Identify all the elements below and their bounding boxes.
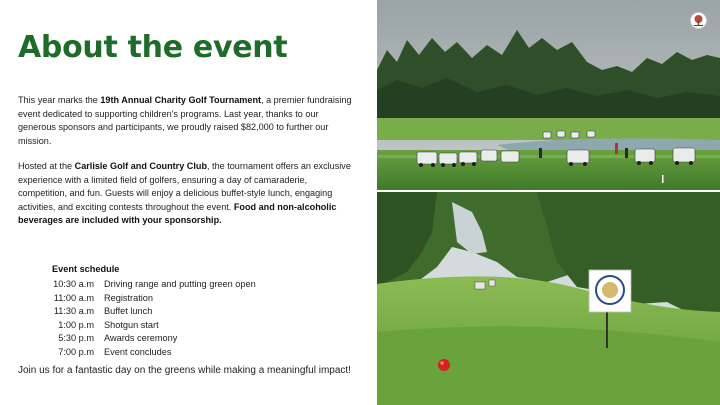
schedule-title: Event schedule (52, 264, 120, 274)
schedule-time: 10:30 a.m (53, 279, 94, 289)
schedule-list (46, 278, 256, 359)
tee-box-image (377, 192, 720, 405)
schedule-row (46, 278, 256, 292)
tree-logo-icon (691, 13, 706, 28)
schedule-row (46, 292, 256, 306)
venue-name: Carlisle Golf and Country Club (74, 161, 207, 171)
schedule-time: 5:30 p.m (58, 333, 94, 343)
schedule-desc: Awards ceremony (104, 333, 178, 343)
schedule-time: 11:00 a.m (53, 292, 94, 303)
photo-panel (377, 0, 720, 405)
details-paragraph: Hosted at the Carlisle Golf and Country Club, the tournament offers an exclusive experience with a limited field of golfers, ensuring a day of camaraderie, competition, and fun. Guests will enjoy a delicious buffet-style lunch, engaging activities, and exciting contests throughout the event. Food and non-alcoholic beverages are included with your sponsorship. (18, 161, 351, 226)
intro-paragraph: This year marks the 19th Annual Charity Golf Tournament, a premier fundraising event dedicated to supporting children's programs. Last year, thanks to our generous sponsors and participants, we proudly raised $82,000 to further our mission. (18, 95, 352, 146)
golf-course-photo (377, 0, 720, 190)
sponsorship-note: Food and non-alcoholic beverages are included with your sponsorship. (18, 201, 337, 226)
closing-text: Join us for a fantastic day on the greens while making a meaningful impact! (18, 365, 351, 376)
schedule-time: 1:00 p.m (58, 319, 94, 330)
schedule-desc: Shotgun start (104, 319, 159, 330)
golf-course-image (377, 0, 720, 190)
schedule-row (46, 319, 256, 333)
schedule-row (46, 305, 256, 319)
tournament-name: 19th Annual Charity Golf Tournament (100, 95, 262, 105)
schedule-time: 11:30 a.m (53, 306, 94, 316)
schedule-desc: Driving range and putting green open (104, 279, 256, 289)
schedule-desc: Buffet lunch (104, 306, 153, 316)
brand-logo (690, 12, 707, 29)
schedule-row (46, 332, 256, 346)
schedule-desc: Registration (104, 292, 154, 303)
schedule-desc: Event concludes (104, 346, 172, 357)
tee-box-photo (377, 192, 720, 405)
schedule-time: 7:00 p.m (58, 346, 94, 357)
page-title: About the event (18, 30, 288, 65)
schedule-row (46, 346, 256, 360)
